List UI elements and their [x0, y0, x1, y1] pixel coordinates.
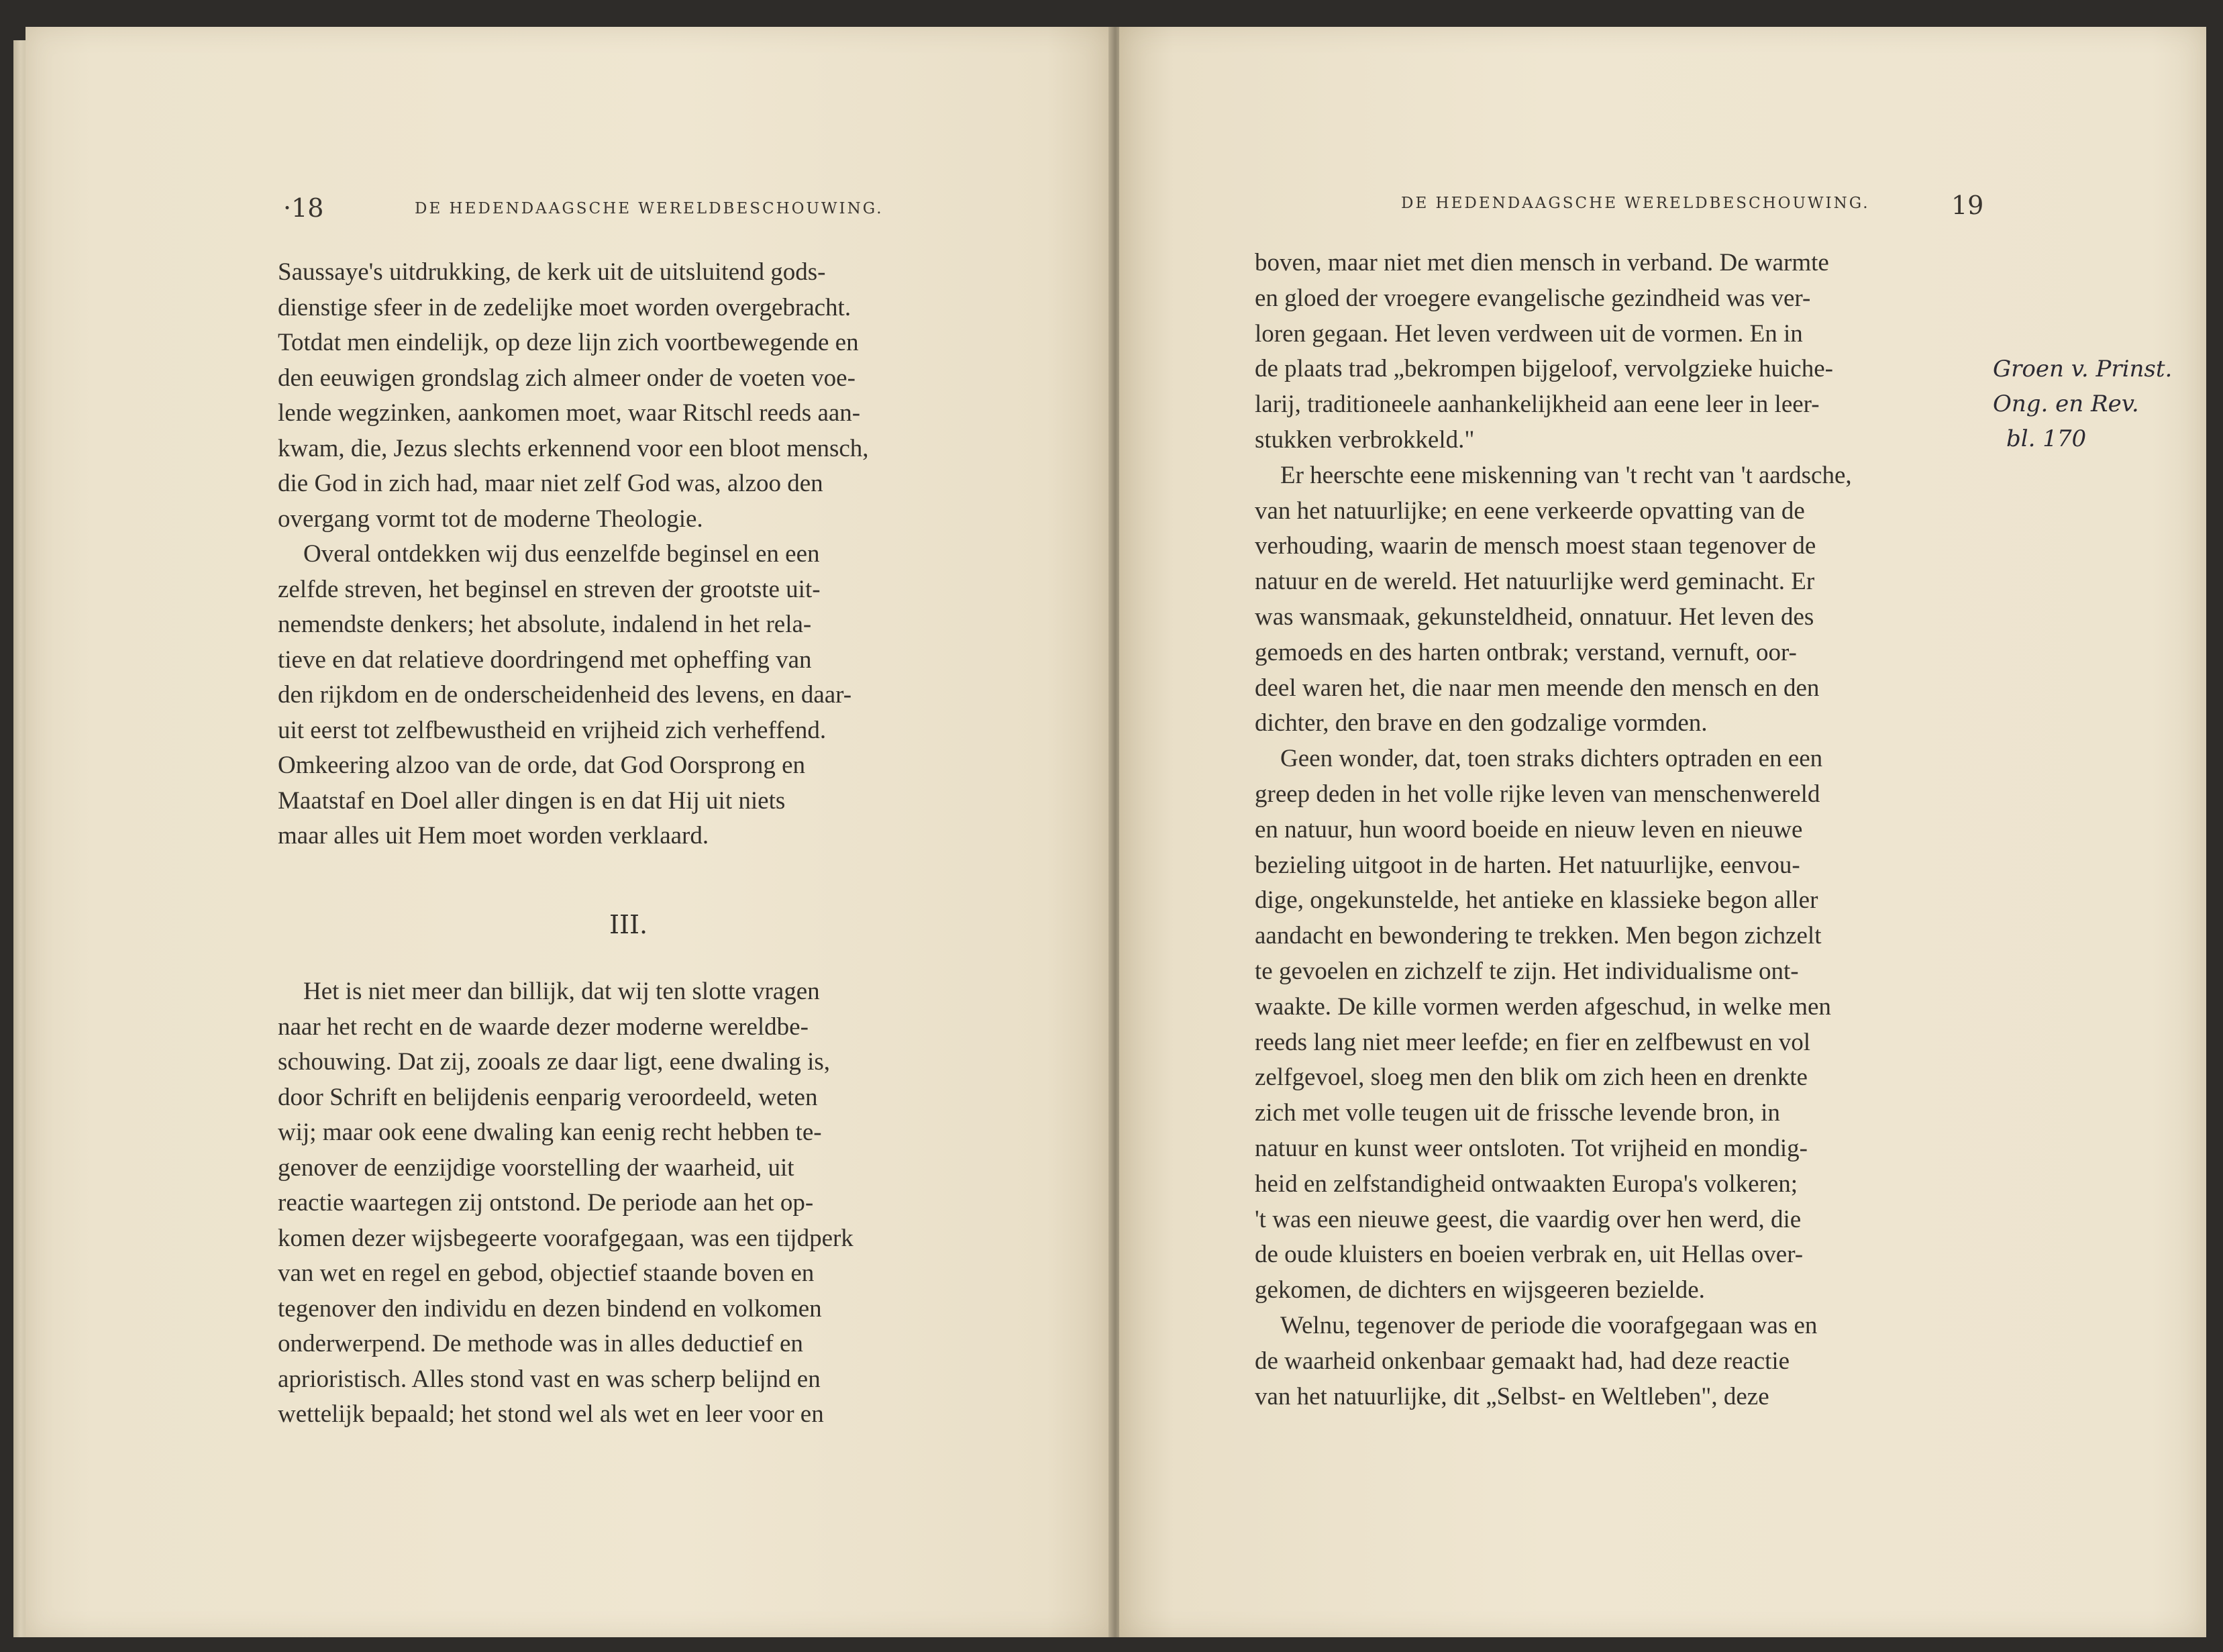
- left-body-after-line: komen dezer wijsbegeerte voorafgegaan, was een tijdperk: [278, 1224, 854, 1252]
- right-body-line: stukken verbrokkeld.": [1255, 426, 1475, 454]
- left-body-line: Overal ontdekken wij dus eenzelfde beginsel en een: [303, 540, 820, 568]
- right-body-line: en natuur, hun woord boeide en nieuw leven en nieuwe: [1255, 815, 1803, 843]
- right-page-number: 19: [1951, 191, 1984, 220]
- right-body-line: de waarheid onkenbaar gemaakt had, had deze reactie: [1255, 1347, 1790, 1375]
- left-body-after-line: door Schrift en belijdenis eenparig veroordeeld, weten: [278, 1083, 818, 1111]
- right-body-line: greep deden in het volle rijke leven van menschenwereld: [1255, 780, 1820, 808]
- right-body-line: van het natuurlijke; en eene verkeerde opvatting van de: [1255, 497, 1805, 525]
- left-body-after-line: wettelijk bepaald; het stond wel als wet en leer voor en: [278, 1400, 824, 1428]
- right-body-line: 't was een nieuwe geest, die vaardig over hen werd, die: [1255, 1205, 1802, 1233]
- margin-note-line: bl. 170: [2006, 425, 2087, 452]
- right-body-line: heid en zelfstandigheid ontwaakten Europa's volkeren;: [1255, 1170, 1798, 1198]
- left-body-line: zelfde streven, het beginsel en streven der grootste uit-: [278, 575, 821, 603]
- right-body-line: de plaats trad „bekrompen bijgeloof, vervolgzieke huiche-: [1255, 355, 1833, 383]
- left-body-line: tieve en dat relatieve doordringend met opheffing van: [278, 646, 812, 674]
- right-body-line: larij, traditioneele aanhankelijkheid aan eene leer in leer-: [1255, 391, 1820, 419]
- right-body-line: deel waren het, die naar men meende den mensch en den: [1255, 674, 1820, 702]
- right-body-line: zich met volle teugen uit de frissche levende bron, in: [1255, 1099, 1780, 1127]
- left-body-after-line: reactie waartegen zij ontstond. De periode aan het op-: [278, 1189, 814, 1217]
- margin-note-line: Ong. en Rev.: [1993, 391, 2139, 417]
- left-body-after-line: tegenover den individu en dezen bindend en volkomen: [278, 1294, 822, 1323]
- left-body-after-line: aprioristisch. Alles stond vast en was scherp belijnd en: [278, 1365, 821, 1393]
- left-body-line: Saussaye's uitdrukking, de kerk uit de uitsluitend gods-: [278, 258, 826, 286]
- right-body-line: reeds lang niet meer leefde; en fier en zelfbewust en vol: [1255, 1028, 1811, 1056]
- right-body-line: loren gegaan. Het leven verdween uit de vormen. En in: [1255, 319, 1803, 348]
- left-body-line: lende wegzinken, aankomen moet, waar Ritschl reeds aan-: [278, 399, 861, 427]
- section-heading: III.: [609, 910, 648, 939]
- left-body-line: dienstige sfeer in de zedelijke moet worden overgebracht.: [278, 293, 851, 321]
- right-body-line: natuur en de wereld. Het natuurlijke werd geminacht. Er: [1255, 568, 1815, 596]
- left-body-after-line: onderwerpend. De methode was in alles deductief en: [278, 1330, 803, 1357]
- left-body-after-line: genover de eenzijdige voorstelling der waarheid, uit: [278, 1153, 794, 1182]
- right-body-line: van het natuurlijke, dit „Selbst- en Weltleben", deze: [1255, 1382, 1769, 1410]
- right-body-line: te gevoelen en zichzelf te zijn. Het individualisme ont-: [1255, 958, 1799, 985]
- right-body-line: bezieling uitgoot in de harten. Het natuurlijke, eenvou-: [1255, 851, 1800, 879]
- right-body-line: waakte. De kille vormen werden afgeschud, in welke men: [1255, 992, 1831, 1021]
- left-body-line: Omkeering alzoo van de orde, dat God Oorsprong en: [278, 752, 806, 779]
- right-body-line: dichter, den brave en den godzalige vormden.: [1255, 709, 1708, 737]
- left-body-line: den eeuwigen grondslag zich almeer onder de voeten voe-: [278, 364, 856, 392]
- left-body-line: Totdat men eindelijk, op deze lijn zich voortbewegende en: [278, 329, 859, 356]
- left-body-after-line: naar het recht en de waarde dezer moderne wereldbe-: [278, 1013, 809, 1041]
- right-body-line: Geen wonder, dat, toen straks dichters optraden en een: [1280, 745, 1823, 773]
- left-page-number: ·18: [283, 193, 324, 223]
- left-body-after-line: Het is niet meer dan billijk, dat wij ten slotte vragen: [303, 978, 820, 1005]
- left-body-after-line: schouwing. Dat zij, zooals ze daar ligt, eene dwaling is,: [278, 1048, 830, 1076]
- right-body-line: Er heerschte eene miskenning van 't recht van 't aardsche,: [1280, 461, 1852, 489]
- right-body-line: aandacht en bewondering te trekken. Men begon zichzelt: [1255, 922, 1822, 950]
- left-body-line: nemendste denkers; het absolute, indalend in het rela-: [278, 611, 812, 638]
- right-body-line: Welnu, tegenover de periode die voorafgegaan was en: [1280, 1312, 1818, 1339]
- left-body-line: kwam, die, Jezus slechts erkennend voor een bloot mensch,: [278, 434, 869, 462]
- right-body-line: zelfgevoel, sloeg men den blik om zich heen en drenkte: [1255, 1064, 1808, 1092]
- left-body-after-line: van wet en regel en gebod, objectief staande boven en: [278, 1259, 815, 1287]
- right-page: [1119, 27, 2206, 1637]
- right-body-line: de oude kluisters en boeien verbrak en, uit Hellas over-: [1255, 1241, 1804, 1269]
- left-body-line: uit eerst tot zelfbewustheid en vrijheid zich verheffend.: [278, 716, 827, 744]
- left-body-line: den rijkdom en de onderscheidenheid des levens, en daar-: [278, 681, 852, 709]
- right-body-line: en gloed der vroegere evangelische gezindheid was ver-: [1255, 284, 1811, 312]
- left-running-title: DE HEDENDAAGSCHE WERELDBESCHOUWING.: [415, 200, 884, 217]
- right-body-line: verhouding, waarin de mensch moest staan tegenover de: [1255, 532, 1816, 560]
- margin-note-line: Groen v. Prinst.: [1993, 356, 2173, 382]
- right-body-line: gekomen, de dichters en wijsgeeren bezielde.: [1255, 1276, 1705, 1304]
- left-body-after-line: wij; maar ook eene dwaling kan eenig recht hebben te-: [278, 1119, 822, 1146]
- right-body-line: dige, ongekunstelde, het antieke en klassieke begon aller: [1255, 886, 1818, 915]
- left-body-line: die God in zich had, maar niet zelf God was, alzoo den: [278, 470, 823, 497]
- left-body-line: overgang vormt tot de moderne Theologie.: [278, 505, 703, 533]
- left-body-line: Maatstaf en Doel aller dingen is en dat Hij uit niets: [278, 786, 786, 815]
- left-body-line: maar alles uit Hem moet worden verklaard.: [278, 822, 709, 849]
- right-body-line: gemoeds en des harten ontbrak; verstand, vernuft, oor-: [1255, 638, 1797, 666]
- left-page: [25, 27, 1113, 1637]
- right-running-title: DE HEDENDAAGSCHE WERELDBESCHOUWING.: [1401, 195, 1870, 212]
- right-body-line: natuur en kunst weer ontsloten. Tot vrijheid en mondig-: [1255, 1135, 1808, 1162]
- right-body-line: boven, maar niet met dien mensch in verband. De warmte: [1255, 249, 1829, 276]
- right-body-line: was wansmaak, gekunsteldheid, onnatuur. Het leven des: [1255, 603, 1814, 631]
